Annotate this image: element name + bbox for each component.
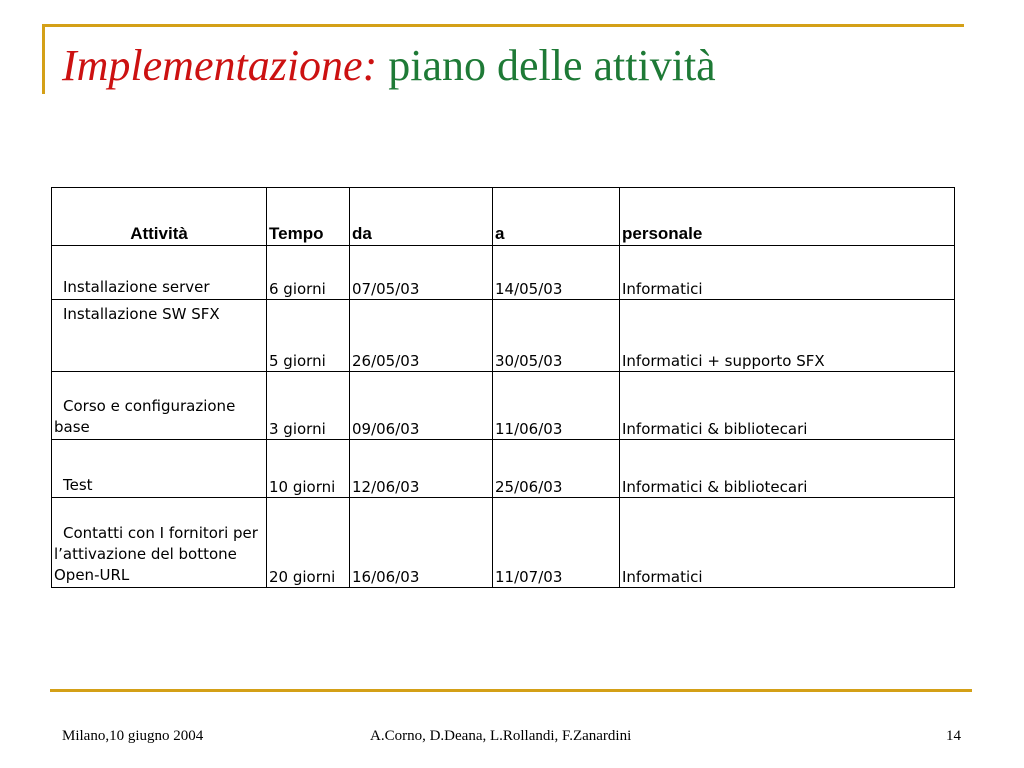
cell-personale: Informatici + supporto SFX <box>620 300 955 372</box>
table-row <box>52 440 955 498</box>
table-header-row <box>52 188 955 246</box>
cell-da: 16/06/03 <box>350 498 493 588</box>
cell-a: 25/06/03 <box>493 440 620 498</box>
table-row <box>52 372 955 440</box>
table-row <box>52 300 955 372</box>
slide-title <box>62 42 716 90</box>
table-row <box>52 246 955 300</box>
cell-tempo: 20 giorni <box>267 498 350 588</box>
cell-personale: Informatici & bibliotecari <box>620 372 955 440</box>
cell-da: 09/06/03 <box>350 372 493 440</box>
cell-tempo: 10 giorni <box>267 440 350 498</box>
cell-a: 14/05/03 <box>493 246 620 300</box>
cell-a: 11/07/03 <box>493 498 620 588</box>
slide-title-italic: Implementazione: <box>62 41 378 90</box>
header-a: a <box>493 188 620 246</box>
footer-authors: A.Corno, D.Deana, L.Rollandi, F.Zanardini <box>370 728 632 744</box>
cell-a: 11/06/03 <box>493 372 620 440</box>
cell-tempo: 6 giorni <box>267 246 350 300</box>
cell-a: 30/05/03 <box>493 300 620 372</box>
header-da: da <box>350 188 493 246</box>
cell-attivita: Test <box>52 440 267 498</box>
cell-tempo: 5 giorni <box>267 300 350 372</box>
cell-da: 12/06/03 <box>350 440 493 498</box>
footer-page-number: 14 <box>946 728 961 744</box>
cell-tempo: 3 giorni <box>267 372 350 440</box>
cell-personale: Informatici <box>620 246 955 300</box>
header-personale: personale <box>620 188 955 246</box>
bottom-frame-line <box>50 689 972 692</box>
cell-da: 26/05/03 <box>350 300 493 372</box>
header-tempo: Tempo <box>267 188 350 246</box>
cell-attivita: Corso e configurazione base <box>52 372 267 440</box>
cell-attivita: Installazione server <box>52 246 267 300</box>
slide-title-rest: piano delle attività <box>388 41 716 90</box>
cell-attivita: Installazione SW SFX <box>52 300 267 372</box>
footer-date: Milano,10 giugno 2004 <box>62 728 204 744</box>
table-row <box>52 498 955 588</box>
cell-personale: Informatici & bibliotecari <box>620 440 955 498</box>
cell-attivita: Contatti con I fornitori per l’attivazione del bottone Open-URL <box>52 498 267 588</box>
header-attivita: Attività <box>52 188 267 246</box>
left-frame-line <box>42 24 45 94</box>
top-frame-line <box>42 24 964 27</box>
activity-plan-table <box>51 187 955 588</box>
cell-da: 07/05/03 <box>350 246 493 300</box>
cell-personale: Informatici <box>620 498 955 588</box>
